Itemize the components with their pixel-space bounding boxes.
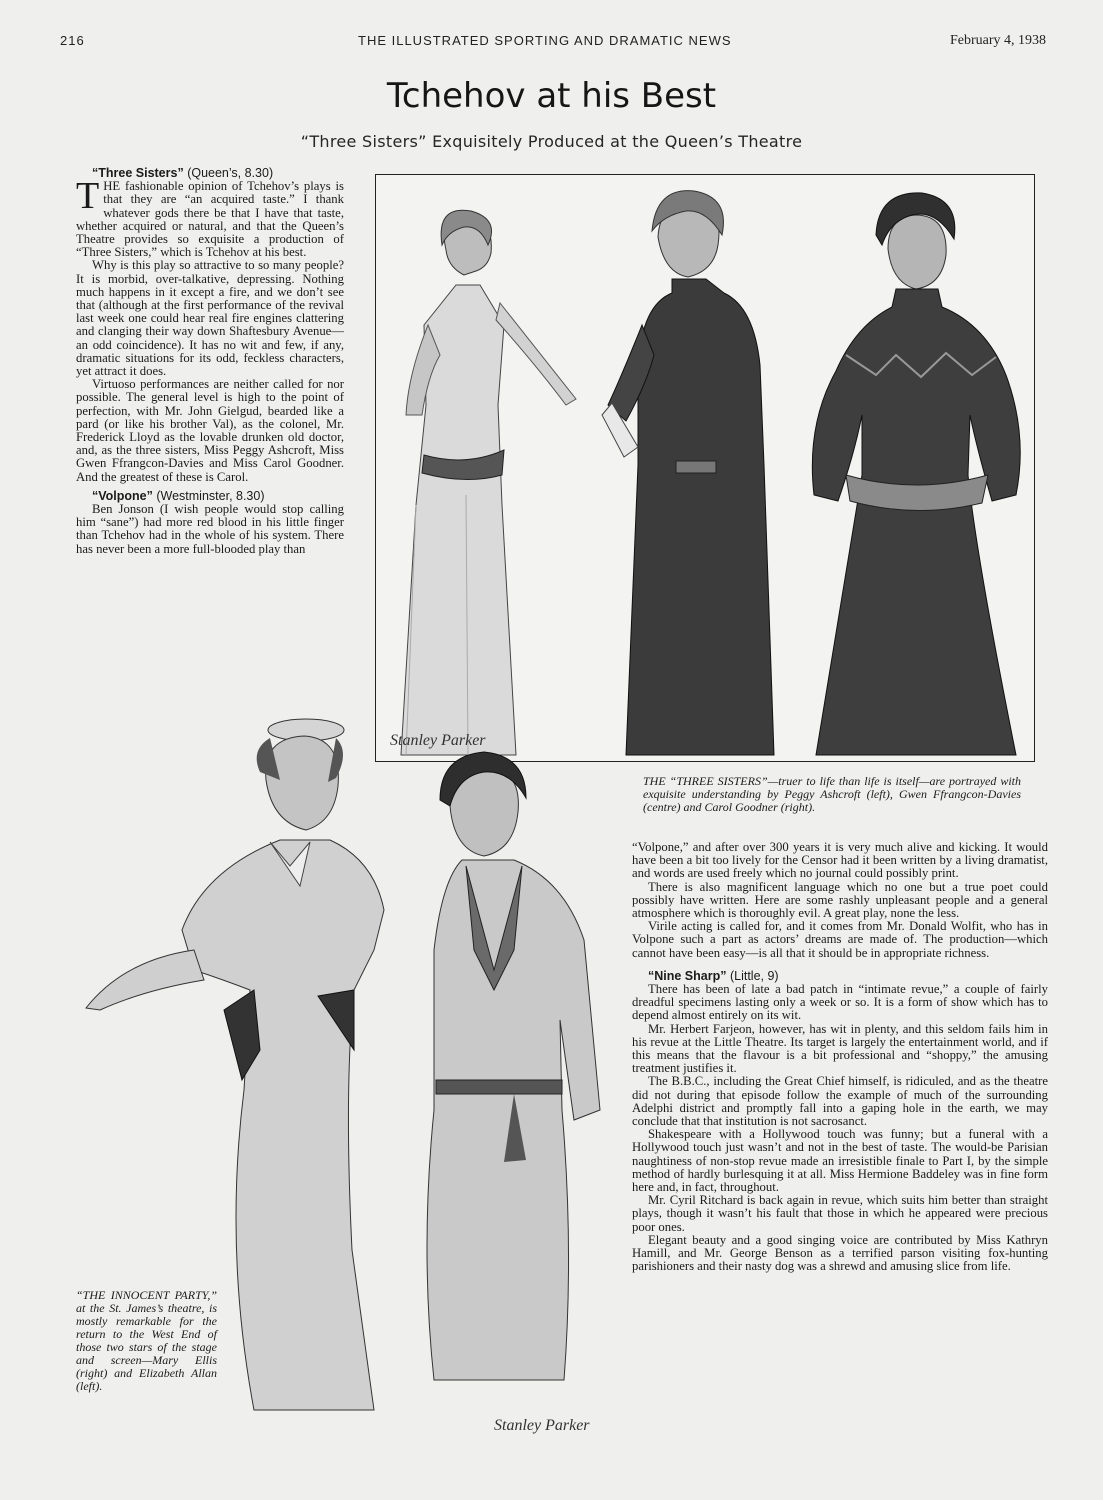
- paragraph: The B.B.C., including the Great Chief himself, is ridiculed, and as the theatre did not during that episode follow the example of much of the surrounding Adelphi district and promptly fall into a gaping hole in the earth, we may conclude that that institution is not sacrosanct.: [632, 1074, 1048, 1129]
- article-title: Tchehov at his Best: [386, 76, 717, 116]
- issue-date: February 4, 1938: [950, 33, 1047, 48]
- left-text-column: [76, 167, 344, 556]
- artist-signature: Stanley Parker: [390, 732, 486, 749]
- right-text-column: [632, 841, 1048, 1274]
- three-sisters-caption: THE “THREE SISTERS”—truer to life than life is itself—are portrayed with exquisite understanding by Peggy Ashcroft (left), Gwen Ffrangcon-Davies (centre) and Carol Goodner (right).: [643, 774, 1021, 814]
- paragraph: Virtuoso performances are neither called for nor possible. The general level is high to the point of perfection, with Mr. John Gielgud, bearded like a pard (or like his brother Val), as the colonel, Mr. Frederick Lloyd as the lovable drunken old doctor, and, as the three sisters, Miss Peggy Ashcroft, Miss Gwen Ffrangcon-Davies and Miss Carol Goodner. And the greatest of these is Carol.: [76, 377, 344, 484]
- figure-mary-ellis: [427, 752, 600, 1380]
- figure-peggy-ashcroft: [401, 210, 576, 755]
- paragraph: Elegant beauty and a good singing voice are contributed by Miss Kathryn Hamill, and Mr. George Benson as a terrified parson visiting fox-hunting parishioners and their nasty dog was a shrewd and amusing slice from life.: [632, 1232, 1048, 1274]
- figure-carol-goodner: [812, 193, 1020, 755]
- paragraph: Shakespeare with a Hollywood touch was funny; but a funeral with a Hollywood touch just wasn’t and not in the best of taste. The would-be Parisian naughtiness of non-stop revue made an irresistible finale to Part I, by the simple method of hardly burlesquing it at all. Miss Hermione Baddeley was in fine form here and, in fact, throughout.: [632, 1127, 1048, 1195]
- artist-signature: Stanley Parker: [494, 1417, 590, 1434]
- paragraph: Virile acting is called for, and it comes from Mr. Donald Wolfit, who has in Volpone such a part as actors’ dreams are made of. The production—which cannot have been easy—is all that it should be in appropriate richness.: [632, 919, 1048, 960]
- section-heading-three-sisters: “Three Sisters” (Queen’s, 8.30): [92, 166, 274, 180]
- paragraph: THE fashionable opinion of Tchehov’s plays is that they are “an acquired taste.” I thank whatever gods there be that I have that taste, whether acquired or natural, and that the Queen’s Theatre provides so exquisite a production of “Three Sisters,” which is Tchehov at his best.: [76, 175, 344, 260]
- figure-gwen-ffrangcon-davies: [602, 191, 774, 755]
- drop-cap: T: [76, 175, 100, 218]
- paragraph: Mr. Cyril Ritchard is back again in revue, which suits him better than straight plays, though it wasn’t his fault that those in which he appeared were precious poor ones.: [632, 1193, 1048, 1234]
- section-heading-volpone: “Volpone” (Westminster, 8.30): [92, 488, 265, 503]
- paragraph: Mr. Herbert Farjeon, however, has wit in plenty, and this seldom fails him in his revue at the Little Theatre. Its target is largely the entertainment world, and if this means that the flavour is a bit professional and “shoppy,” the amusing treatment justifies it.: [632, 1021, 1048, 1076]
- paragraph: There has been of late a bad patch in “intimate revue,” a couple of fairly dreadful specimens lasting only a week or so. It is a form of show which has to depend almost entirely on its wit.: [632, 982, 1048, 1023]
- paragraph: “Volpone,” and after over 300 years it is very much alive and kicking. It would have been a bit too lively for the Censor had it been written by a living dramatist, and words are used freely which no journal could possibly print.: [632, 840, 1048, 881]
- section-heading-nine-sharp: “Nine Sharp” (Little, 9): [648, 968, 779, 983]
- three-sisters-illustration: [375, 174, 1035, 762]
- three-sisters-drawing: [376, 175, 1034, 761]
- paragraph: Ben Jonson (I wish people would stop calling him “sane”) had more red blood in his little finger than Tchehov had in the whole of his system. There has never been a more full-blooded play than: [76, 502, 344, 556]
- page-number: 216: [60, 33, 85, 48]
- paragraph: There is also magnificent language which no one but a true poet could possibly have written. Here are some rashly unpleasant people and a general atmosphere which is thoroughly evil. A great play, none the less.: [632, 879, 1048, 921]
- innocent-party-caption: “THE INNOCENT PARTY,” at the St. James’s theatre, is mostly remarkable for the return to the West End of those two stars of the stage and screen—Mary Ellis (right) and Elizabeth Allan (left).: [76, 1288, 217, 1393]
- article-subtitle: “Three Sisters” Exquisitely Produced at the Queen’s Theatre: [300, 132, 803, 151]
- paragraph: Why is this play so attractive to so many people? It is morbid, over-talkative, depressing. Nothing much happens in it except a fire, and we don’t see that (although at the first performance of the revival last week one could hear real fire engines clattering and clanging their way down Shaftesbury Avenue—an odd coincidence). It has no wit and few, if any, dramatic situations for its odd, feckless characters, yet attract it does.: [76, 258, 344, 379]
- publication-name: THE ILLUSTRATED SPORTING AND DRAMATIC NEWS: [358, 33, 732, 48]
